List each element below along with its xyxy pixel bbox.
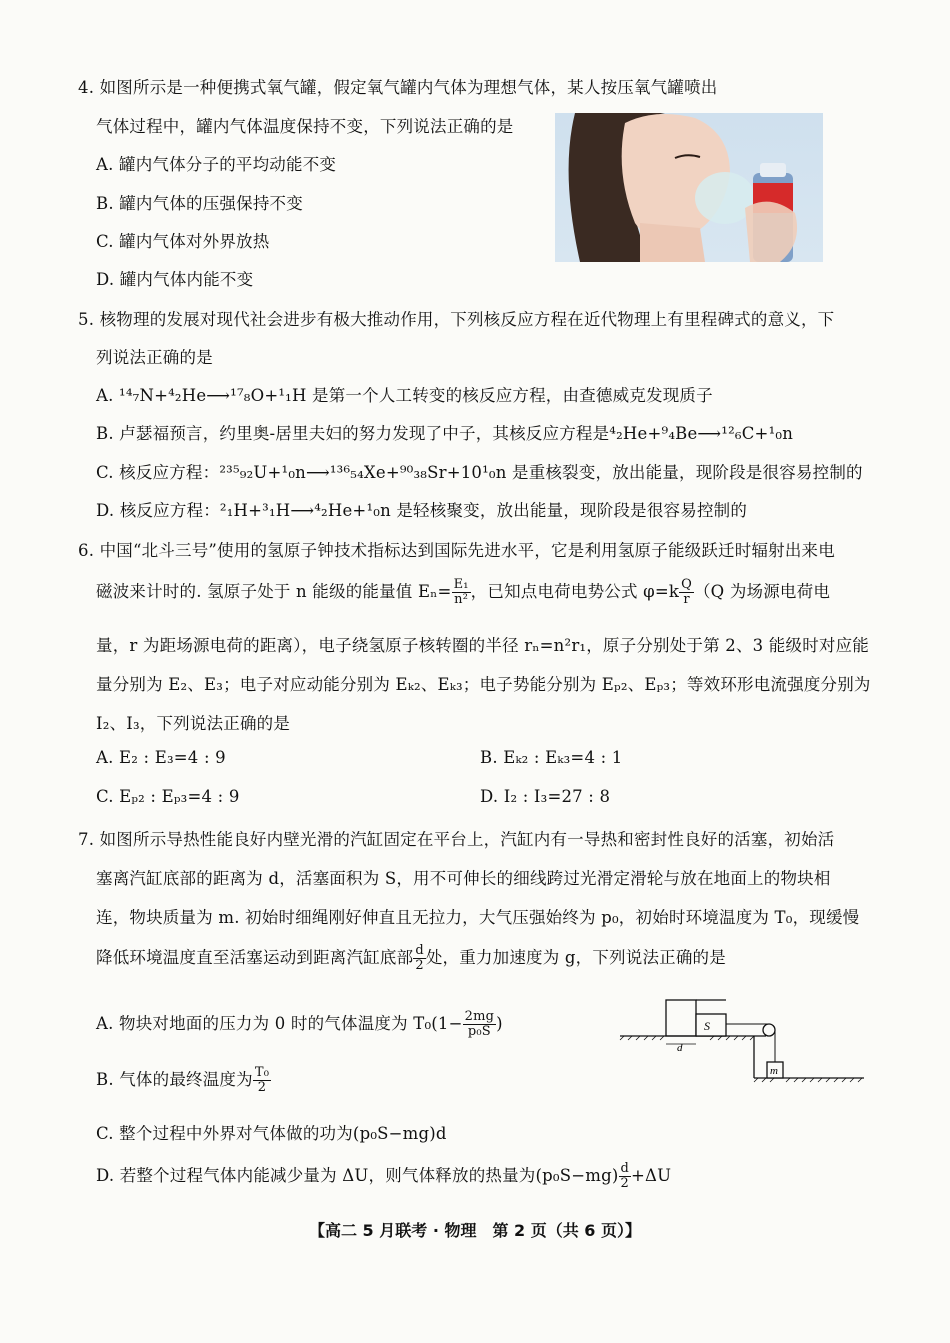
q6-option-a: A. E₂ : E₃=4 : 9 <box>96 748 226 767</box>
q7-option-b-text: B. 气体的最终温度为 <box>96 1070 253 1089</box>
q7-option-a-num: 2mg <box>464 1009 495 1024</box>
q7-line4-text-a: 降低环境温度直至活塞运动到距离汽缸底部 <box>96 948 414 967</box>
q7-option-d <box>96 1162 671 1191</box>
page-footer: 【高二 5 月联考 · 物理 第 2 页（共 6 页）】 <box>308 1221 642 1240</box>
q7-option-d-num: d <box>620 1161 630 1176</box>
q7-option-a <box>96 1010 503 1039</box>
q6-fraction-den: n² <box>454 592 469 607</box>
q6-line2-text-c: （Q 为场源电荷电 <box>693 582 831 601</box>
q6-fraction2-num: Q <box>681 577 692 592</box>
q5-option-a: A. ¹⁴₇N+⁴₂He⟶¹⁷₈O+¹₁H 是第一个人工转变的核反应方程，由查德威克发现质子 <box>96 386 713 405</box>
q6-stem-line5: I₂、I₃，下列说法正确的是 <box>96 714 291 733</box>
q7-option-b-num: T₀ <box>254 1065 270 1080</box>
oxygen-can-photo <box>555 113 823 262</box>
q7-option-c: C. 整个过程中外界对气体做的功为(p₀S−mg)d <box>96 1124 447 1143</box>
q7-stem-line2: 塞离汽缸底部的距离为 d，活塞面积为 S，用不可伸长的细线跨过光滑定滑轮与放在地面上的物块相 <box>96 869 831 888</box>
q6-stem-line4: 量分别为 E₂、E₃；电子对应动能分别为 Eₖ₂、Eₖ₃；电子势能分别为 Eₚ₂、Eₚ₃；等效环形电流强度分别为 <box>96 675 871 694</box>
q7-option-d-tail: +ΔU <box>631 1166 672 1185</box>
q7-option-b <box>96 1066 271 1095</box>
q7-fraction-den: 2 <box>415 958 424 973</box>
q6-potential-fraction <box>679 578 694 607</box>
q4-option-b: B. 罐内气体的压强保持不变 <box>96 194 303 213</box>
q7-option-a-fraction <box>463 1010 497 1039</box>
q5-option-d: D. 核反应方程：²₁H+³₁H⟶⁴₂He+¹₀n 是轻核聚变，放出能量，现阶段是很容易控制的 <box>96 501 748 520</box>
q4-stem-line1: 4. 如图所示是一种便携式氧气罐，假定氧气罐内气体为理想气体，某人按压氧气罐喷出 <box>78 78 718 97</box>
q6-stem-line1: 6. 中国“北斗三号”使用的氢原子钟技术指标达到国际先进水平，它是利用氢原子能级跃迁时辐射出来电 <box>78 541 835 560</box>
q7-option-a-text: A. 物块对地面的压力为 0 时的气体温度为 T₀(1− <box>96 1014 463 1033</box>
q6-fraction-num: E₁ <box>453 577 469 592</box>
q7-option-a-close: ) <box>496 1014 503 1033</box>
q7-half-d-fraction <box>413 944 426 973</box>
q7-stem-line1: 7. 如图所示导热性能良好内壁光滑的汽缸固定在平台上，汽缸内有一导热和密封性良好的活塞，初始活 <box>78 830 835 849</box>
q6-option-c: C. Eₚ₂ : Eₚ₃=4 : 9 <box>96 787 240 806</box>
q5-stem-line2: 列说法正确的是 <box>96 348 213 367</box>
q6-line2-text-b: ，已知点电荷电势公式 φ=k <box>470 582 680 601</box>
q7-option-d-text: D. 若整个过程气体内能减少量为 ΔU，则气体释放的热量为(p₀S−mg) <box>96 1166 619 1185</box>
q4-stem-line2: 气体过程中，罐内气体温度保持不变，下列说法正确的是 <box>96 117 514 136</box>
q7-option-d-den: 2 <box>620 1176 629 1191</box>
q7-stem-line4 <box>96 944 726 973</box>
q6-fraction2-den: r <box>683 592 690 607</box>
q7-fraction-num: d <box>415 943 424 958</box>
q7-option-b-den: 2 <box>257 1080 267 1095</box>
q6-energy-fraction <box>452 578 471 607</box>
q5-option-c: C. 核反应方程：²³⁵₉₂U+¹₀n⟶¹³⁶₅₄Xe+⁹⁰₃₈Sr+10¹₀n 是重核裂变，放出能量，现阶段是很容易控制的 <box>96 463 863 482</box>
diagram-label-m: m <box>770 1065 778 1077</box>
q4-option-a: A. 罐内气体分子的平均动能不变 <box>96 155 337 174</box>
q6-stem-line2 <box>96 578 830 607</box>
q5-stem-line1: 5. 核物理的发展对现代社会进步有极大推动作用，下列核反应方程在近代物理上有里程碑式的意义，下 <box>78 310 835 329</box>
q6-stem-line3: 量，r 为距场源电荷的距离），电子绕氢原子核转圈的半径 rₙ=n²r₁，原子分别处于第 2、3 能级时对应能 <box>96 636 870 655</box>
q6-option-b: B. Eₖ₂ : Eₖ₃=4 : 1 <box>480 748 623 767</box>
q7-line4-text-b: 处，重力加速度为 g，下列说法正确的是 <box>425 948 726 967</box>
q4-option-c: C. 罐内气体对外界放热 <box>96 232 270 251</box>
q7-option-d-fraction <box>619 1162 632 1191</box>
q5-option-b: B. 卢瑟福预言，约里奥-居里夫妇的努力发现了中子，其核反应方程是⁴₂He+⁹₄Be⟶¹²₆C+¹₀n <box>96 424 794 443</box>
cylinder-pulley-diagram <box>618 996 866 1086</box>
q7-option-a-den: p₀S <box>467 1024 491 1039</box>
q7-stem-line3: 连，物块质量为 m. 初始时细绳刚好伸直且无拉力，大气压强始终为 p₀，初始时环境温度为 T₀，现缓慢 <box>96 908 860 927</box>
q4-option-d: D. 罐内气体内能不变 <box>96 270 254 289</box>
diagram-label-s: S <box>704 1019 710 1033</box>
q6-line2-text-a: 磁波来计时的. 氢原子处于 n 能级的能量值 Eₙ= <box>96 582 452 601</box>
diagram-label-d: d <box>677 1042 683 1054</box>
q6-option-d: D. I₂ : I₃=27 : 8 <box>480 787 611 806</box>
q7-option-b-fraction <box>253 1066 271 1095</box>
